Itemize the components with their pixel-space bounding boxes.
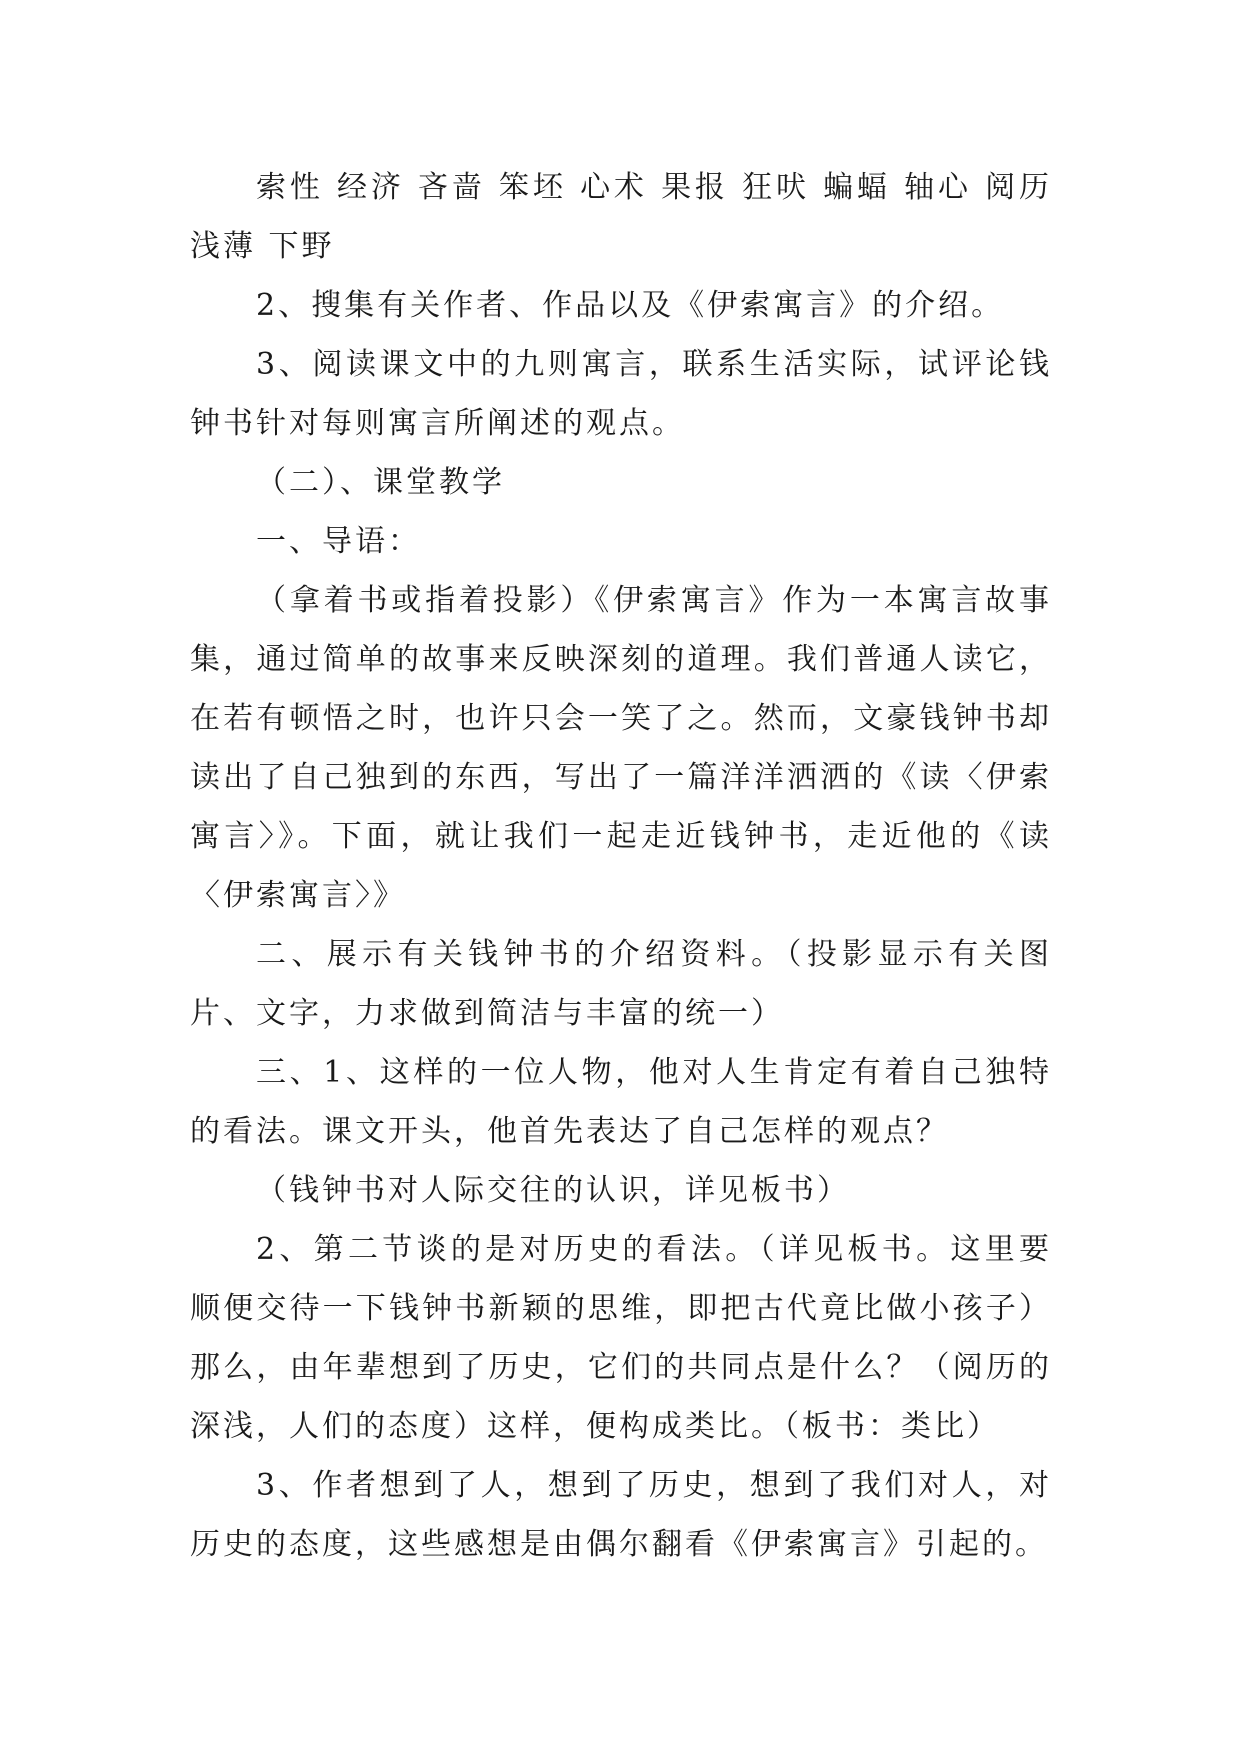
section-heading-classroom-teaching: （二）、课堂教学	[256, 465, 505, 500]
paragraph-part-3-item-1: 三、1、这样的一位人物，他对人生肯定有着自己独特的看法。课文开头，他首先表达了自己怎样的观点？	[190, 1055, 1052, 1149]
subheading-introduction: 一、导语：	[256, 524, 421, 559]
document-body	[190, 158, 1052, 1574]
paragraph-vocabulary-list: 索性 经济 吝啬 笨坯 心术 果报 狂吠 蝙蝠 轴心 阅历 浅薄 下野	[190, 170, 1052, 264]
paragraph-item-3: 3、阅读课文中的九则寓言，联系生活实际，试评论钱钟书针对每则寓言所阐述的观点。	[190, 347, 1052, 441]
paragraph-item-2: 2、搜集有关作者、作品以及《伊索寓言》的介绍。	[256, 288, 1005, 323]
paragraph-note-interpersonal: （钱钟书对人际交往的认识，详见板书）	[256, 1173, 850, 1208]
paragraph-part-2: 二、展示有关钱钟书的介绍资料。（投影显示有关图片、文字，力求做到简洁与丰富的统一）	[190, 937, 1052, 1031]
paragraph-part-3-item-3: 3、作者想到了人，想到了历史，想到了我们对人，对历史的态度，这些感想是由偶尔翻看《伊索寓言》引起的。	[190, 1468, 1052, 1562]
paragraph-introduction: （拿着书或指着投影）《伊索寓言》作为一本寓言故事集，通过简单的故事来反映深刻的道理。我们普通人读它，在若有顿悟之时，也许只会一笑了之。然而，文豪钱钟书却读出了自己独到的东西，写出了一篇洋洋洒洒的《读〈伊索寓言〉》。下面，就让我们一起走近钱钟书，走近他的《读〈伊索寓言〉》	[190, 583, 1052, 913]
paragraph-part-3-item-2: 2、第二节谈的是对历史的看法。（详见板书。这里要顺便交待一下钱钟书新颖的思维，即把古代竟比做小孩子）那么，由年辈想到了历史，它们的共同点是什么？（阅历的深浅，人们的态度）这样，便构成类比。（板书：类比）	[190, 1232, 1052, 1444]
